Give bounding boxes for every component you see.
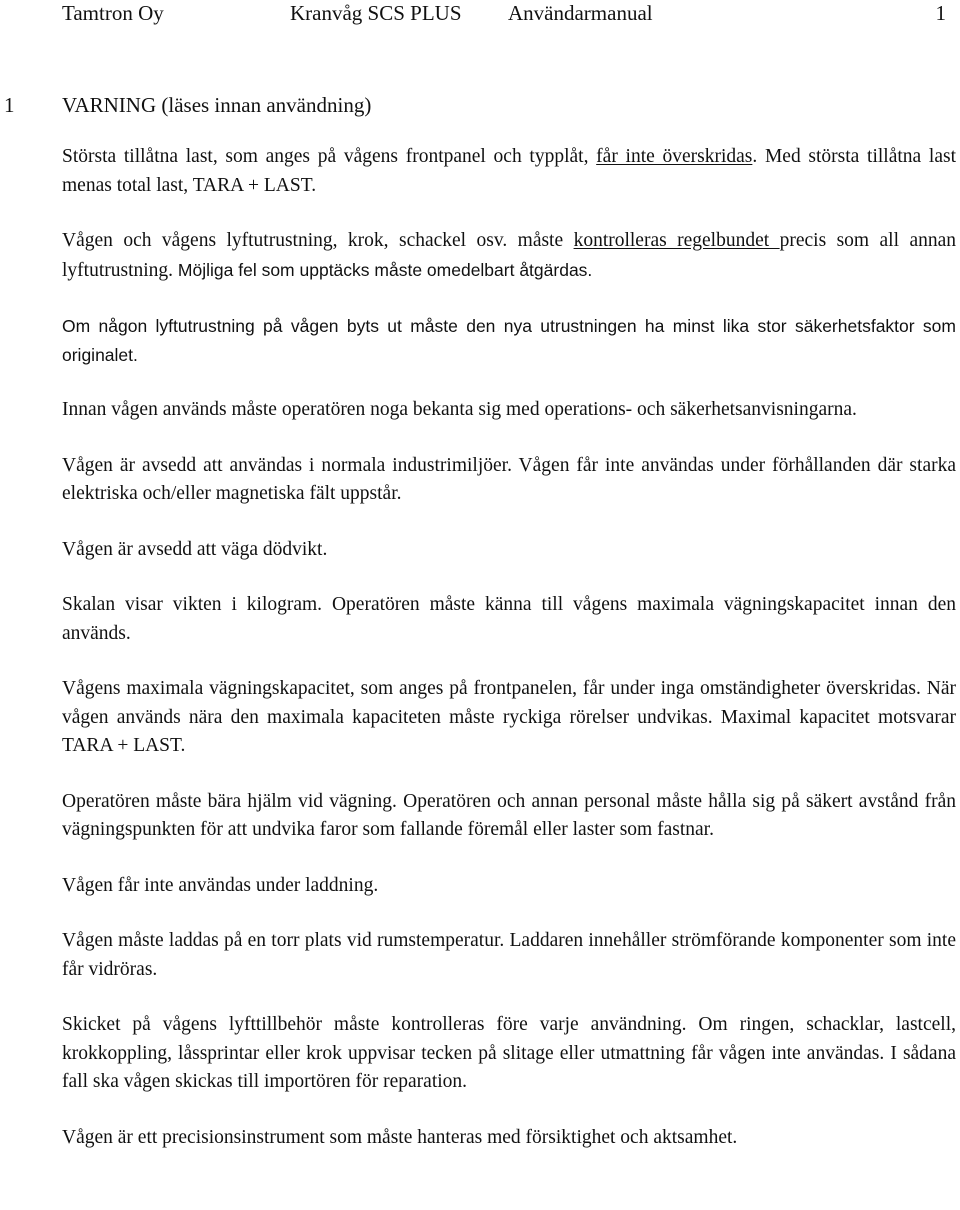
paragraph-max-load [62,143,956,200]
underlined-text: får inte överskridas [596,146,753,167]
paragraph-inspection [62,227,956,285]
paragraph-text: precis som all annan lyftutrustning. [62,230,956,281]
paragraph-instructions: Innan vågen används måste operatören noga bekanta sig med operations- och säkerhetsanvisningarna. [62,399,857,420]
header-company: Tamtron Oy [62,1,164,25]
paragraph-charging-location: Vågen måste laddas på en torr plats vid rumstemperatur. Laddaren innehåller strömförande komponenter som inte får vidröras. [62,930,956,980]
paragraph-replacement: Om någon lyftutrustning på vågen byts ut måste den nya utrustningen ha minst lika stor säkerhetsfaktor som originalet. [62,316,956,365]
header-manual-title: Användarmanual [508,1,653,25]
warning-body [62,143,956,1179]
paragraph-dead-weight: Vågen är avsedd att väga dödvikt. [62,538,328,560]
paragraph-text: Största tillåtna last, som anges på vågens frontpanel och typplåt, [62,146,597,167]
paragraph-scale-units: Skalan visar vikten i kilogram. Operatören måste känna till vågens maximala vägningskapacitet innan den används. [62,594,956,644]
paragraph-text: Vågen och vågens lyftutrustning, krok, schackel osv. måste [62,230,574,251]
paragraph-text: . Med största tillåtna last menas total last, TARA + LAST. [62,146,956,196]
paragraph-charging-use: Vågen får inte användas under laddning. [62,874,379,896]
paragraph-precision-instrument: Vågen är ett precisionsinstrument som måste hanteras med försiktighet och aktsamhet. [62,1126,738,1148]
section-title: VARNING (läses innan användning) [62,93,372,117]
header-product: Kranvåg SCS PLUS [290,1,462,25]
section-number: 1 [4,93,15,117]
paragraph-max-capacity: Vågens maximala vägningskapacitet, som anges på frontpanelen, får under inga omständigheter överskridas. När vågen används nära den maximala kapaciteten måste ryckiga rörelser undvikas. Maximal kapacitet motsvarar TARA + LAST. [62,678,956,756]
paragraph-safety-helmet: Operatören måste bära hjälm vid vägning. Operatören och annan personal måste hålla sig på säkert avstånd från vägningspunkten för att undvika faror som fallande föremål eller laster som fastnar. [62,790,956,840]
header-page-number: 1 [935,1,946,25]
paragraph-accessory-check: Skicket på vågens lyfttillbehör måste kontrolleras före varje användning. Om ringen, schacklar, lastcell, krokkoppling, låssprintar eller krok uppvisar tecken på slitage eller utmattning får vågen inte användas. I sådana fall ska vågen skickas till importören för reparation. [62,1014,956,1092]
underlined-text: kontrolleras regelbundet [573,230,780,251]
paragraph-text-sans: Möjliga fel som upptäcks måste omedelbart åtgärdas. [177,259,593,280]
page-header [62,0,946,28]
paragraph-environment: Vågen är avsedd att användas i normala industrimiljöer. Vågen får inte användas under förhållanden där starka elektriska och/eller magnetiska fält uppstår. [62,454,956,504]
